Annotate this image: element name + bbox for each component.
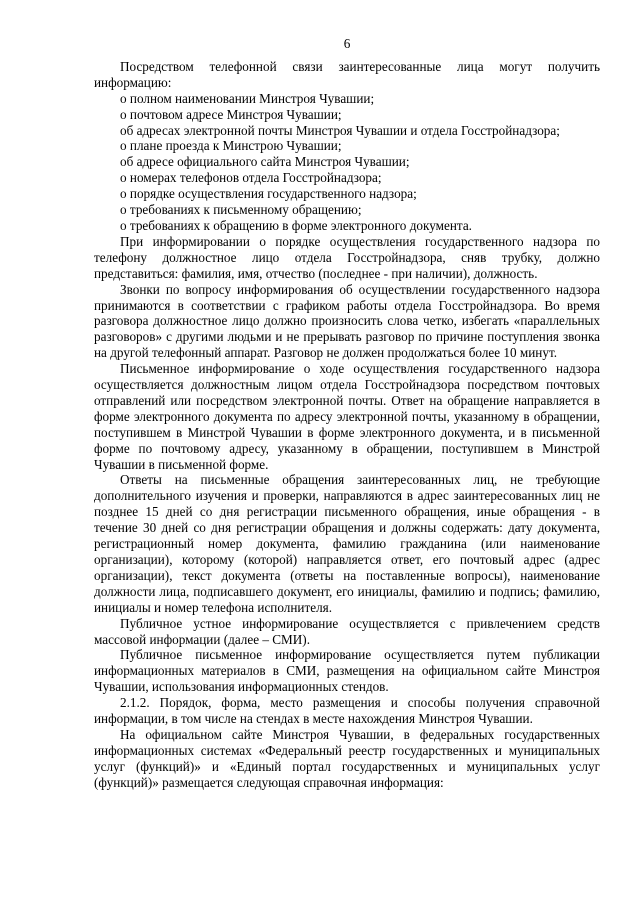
list-item: о номерах телефонов отдела Госстройнадзора; xyxy=(120,170,382,186)
list-item: о плане проезда к Минстрою Чувашии; xyxy=(120,138,342,154)
list-item: о порядке осуществления государственного надзора; xyxy=(120,186,417,202)
list-item: об адресах электронной почты Минстроя Чувашии и отдела Госстройнадзора; xyxy=(120,122,560,138)
document-body xyxy=(94,59,600,791)
list-item: о почтовом адресе Минстроя Чувашии; xyxy=(120,106,342,122)
paragraph: Письменное информирование о ходе осуществления государственного надзора осуществляется должностным лицом отдела Госстройнадзора посредством почтовых отправлений или посредством электронной почты. Ответ на обращение направляется в форме электронного документа по адресу электронной почты, указанному в обращении, поступившем в Минстрой Чувашии в форме электронного документа, и в письменной форме по почтовому адресу, указанному в обращении, поступившем в Минстрой Чувашии в письменной форме. xyxy=(94,361,600,472)
list-item: о требованиях к обращению в форме электронного документа. xyxy=(120,217,472,233)
page-number: 6 xyxy=(343,36,351,51)
paragraph: 2.1.2. Порядок, форма, место размещения и способы получения справочной информации, в том числе на стендах в месте нахождения Минстроя Чувашии. xyxy=(94,695,600,727)
paragraph: Публичное письменное информирование осуществляется путем публикации информационных материалов в СМИ, размещения на официальном сайте Минстроя Чувашии, использования информационных стендов. xyxy=(94,647,600,695)
paragraph: Публичное устное информирование осуществляется с привлечением средств массовой информации (далее – СМИ). xyxy=(94,615,600,647)
paragraph: На официальном сайте Минстроя Чувашии, в федеральных государственных информационных системах «Федеральный реестр государственных и муниципальных услуг (функций)» и «Единый портал государственных и муниципальных услуг (функций)» размещается следующая справочная информация: xyxy=(94,726,600,790)
paragraph: Звонки по вопросу информирования об осуществлении государственного надзора принимаются в соответствии с графиком работы отдела Госстройнадзора. Во время разговора должностное лицо должно произносить слова четко, избегать «параллельных разговоров» с другими людьми и не прерывать разговор по причине поступления звонка на другой телефонный аппарат. Разговор не должен продолжаться более 10 минут. xyxy=(94,281,600,361)
list-item: о требованиях к письменному обращению; xyxy=(120,202,362,218)
paragraph: Посредством телефонной связи заинтересованные лица могут получить информацию: xyxy=(94,58,600,90)
list-item: о полном наименовании Минстроя Чувашии; xyxy=(120,90,375,106)
paragraph: Ответы на письменные обращения заинтересованных лиц, не требующие дополнительного изучения и проверки, направляются в адрес заинтересованных лиц не позднее 15 дней со дня регистрации письменного обращения, иные обращения - в течение 30 дней со дня регистрации обращения и должны содержать: дату документа, регистрационный номер документа, фамилию гражданина (или наименование организации), которому (которой) направляется ответ, его почтовый адрес (адрес организации), текст документа (ответы на поставленные вопросы), наименование должности лица, подписавшего документ, его инициалы, фамилию и подпись; фамилию, инициалы и номер телефона исполнителя. xyxy=(94,472,600,615)
paragraph: При информировании о порядке осуществления государственного надзора по телефону должностное лицо отдела Госстройнадзора, сняв трубку, должно представиться: фамилия, имя, отчество (последнее - при наличии), должность. xyxy=(94,233,600,281)
list-item: об адресе официального сайта Минстроя Чувашии; xyxy=(120,154,410,170)
